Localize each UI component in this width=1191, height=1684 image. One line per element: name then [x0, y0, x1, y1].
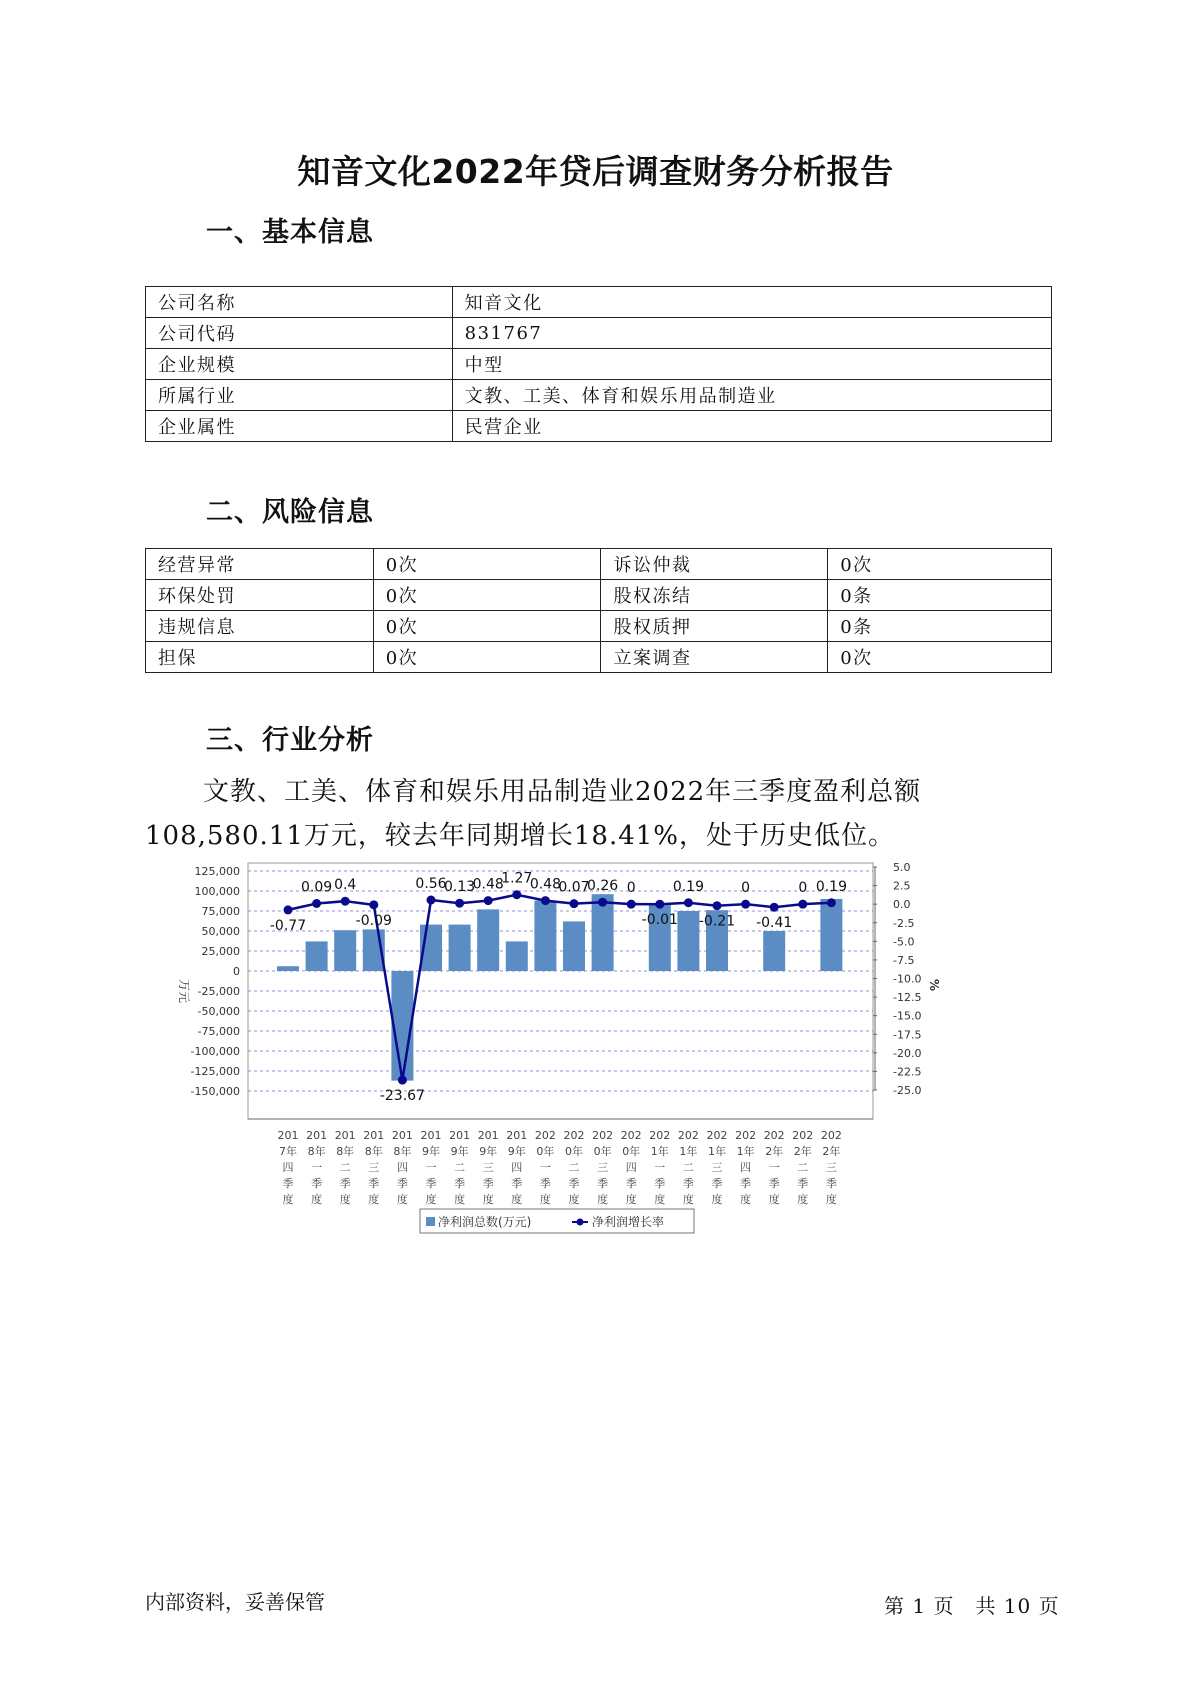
growth-rate-point — [627, 900, 636, 909]
risk-info-row — [146, 642, 1052, 673]
basic-info-value: 文教、工美、体育和娱乐用品制造业 — [452, 380, 1051, 411]
y2-tick-label: -7.5 — [893, 953, 915, 967]
growth-rate-point — [570, 899, 579, 908]
y2-tick-label: -20.0 — [893, 1046, 922, 1060]
y-tick-label: -100,000 — [190, 1045, 240, 1058]
bar — [677, 911, 699, 971]
x-tick-label: 202 0年一季度 — [534, 1129, 556, 1206]
growth-rate-point — [398, 1076, 407, 1085]
x-tick-label: 202 2年二季度 — [792, 1129, 814, 1206]
data-label: 0 — [626, 880, 636, 897]
basic-info-value: 知音文化 — [452, 287, 1051, 318]
y-tick-label: 100,000 — [194, 885, 240, 898]
x-tick-label: 202 2年三季度 — [820, 1129, 842, 1206]
x-tick-label: 201 9年四季度 — [506, 1129, 528, 1206]
data-label: -0.01 — [641, 912, 678, 929]
legend-label-bars: 净利润总数(万元) — [438, 1215, 532, 1229]
growth-rate-point — [512, 890, 521, 899]
growth-rate-point — [427, 896, 436, 905]
basic-info-row — [146, 380, 1052, 411]
basic-info-label: 公司名称 — [146, 287, 453, 318]
data-label: -0.41 — [756, 915, 793, 932]
basic-info-label: 公司代码 — [146, 318, 453, 349]
data-label: -0.09 — [355, 912, 392, 929]
risk-label: 诉讼仲裁 — [601, 549, 828, 580]
data-label: 0.19 — [815, 878, 847, 895]
data-label: 0.19 — [672, 878, 704, 895]
net-profit-chart — [170, 861, 1050, 1360]
x-tick-label: 201 8年四季度 — [391, 1129, 413, 1206]
data-label: 0 — [741, 880, 751, 897]
bar — [820, 899, 842, 971]
y-tick-label: -50,000 — [197, 1005, 240, 1018]
growth-rate-point — [484, 896, 493, 905]
y2-tick-label: -25.0 — [893, 1084, 922, 1097]
risk-value: 0次 — [373, 580, 601, 611]
page-number: 第 1 页 共 10 页 — [884, 1594, 1060, 1618]
risk-value: 0次 — [373, 611, 601, 642]
risk-value: 0次 — [373, 549, 601, 580]
basic-info-value: 831767 — [452, 318, 1051, 349]
growth-rate-point — [541, 896, 550, 905]
x-tick-label: 202 1年一季度 — [649, 1129, 671, 1206]
y2-tick-label: -12.5 — [893, 991, 922, 1005]
growth-rate-point — [369, 900, 378, 909]
growth-rate-point — [455, 899, 464, 908]
bar — [506, 941, 528, 971]
data-label: 0.26 — [587, 878, 619, 895]
y2-tick-label: -15.0 — [893, 1009, 922, 1023]
x-tick-label: 201 9年一季度 — [420, 1129, 442, 1206]
risk-value: 0条 — [828, 580, 1052, 611]
y-tick-label: -150,000 — [190, 1085, 240, 1098]
x-tick-label: 201 8年一季度 — [306, 1129, 328, 1206]
basic-info-label: 企业属性 — [146, 411, 453, 442]
x-tick-label: 202 1年四季度 — [735, 1129, 757, 1206]
risk-info-row — [146, 549, 1052, 580]
data-label: 0.48 — [529, 876, 561, 893]
bar — [534, 901, 556, 971]
y2-tick-label: -5.0 — [893, 935, 915, 949]
growth-rate-point — [655, 900, 664, 909]
x-tick-label: 201 9年三季度 — [477, 1129, 499, 1206]
y-tick-label: -25,000 — [197, 985, 240, 998]
bar — [277, 966, 299, 971]
y-tick-label: 125,000 — [194, 865, 240, 878]
risk-label: 立案调查 — [601, 642, 828, 673]
x-tick-label: 202 1年三季度 — [706, 1129, 728, 1206]
y2-tick-label: -22.5 — [893, 1065, 922, 1079]
growth-rate-point — [684, 898, 693, 907]
x-tick-label: 202 1年二季度 — [677, 1129, 699, 1206]
risk-info-table — [145, 548, 1052, 673]
growth-rate-point — [741, 900, 750, 909]
growth-rate-point — [598, 898, 607, 907]
data-label: 0.4 — [334, 877, 357, 894]
risk-value: 0次 — [828, 642, 1052, 673]
x-tick-label: 202 0年二季度 — [563, 1129, 585, 1206]
basic-info-table — [145, 286, 1052, 442]
basic-info-row — [146, 411, 1052, 442]
y-tick-label: -125,000 — [190, 1065, 240, 1078]
risk-label: 股权质押 — [601, 611, 828, 642]
data-label: -23.67 — [379, 1088, 425, 1105]
risk-info-row — [146, 611, 1052, 642]
y2-tick-label: 2.5 — [893, 879, 911, 893]
growth-rate-point — [770, 903, 779, 912]
risk-label: 环保处罚 — [146, 580, 374, 611]
legend-label-line: 净利润增长率 — [592, 1215, 665, 1229]
data-label: 0.07 — [558, 879, 590, 896]
growth-rate-point — [798, 900, 807, 909]
growth-rate-point — [284, 905, 293, 914]
y2-tick-label: -2.5 — [893, 916, 915, 930]
basic-info-row — [146, 287, 1052, 318]
basic-info-value: 中型 — [452, 349, 1051, 380]
y2-tick-label: 5.0 — [893, 861, 911, 874]
data-label: 0 — [798, 880, 808, 897]
risk-info-row — [146, 580, 1052, 611]
x-tick-label: 201 7年四季度 — [277, 1129, 299, 1206]
x-tick-label: 202 2年一季度 — [763, 1129, 785, 1206]
risk-label: 违规信息 — [146, 611, 374, 642]
x-tick-label: 201 8年二季度 — [334, 1129, 356, 1206]
risk-label: 经营异常 — [146, 549, 374, 580]
y-tick-label: 50,000 — [201, 925, 240, 938]
basic-info-value: 民营企业 — [452, 411, 1051, 442]
basic-info-row — [146, 349, 1052, 380]
legend-swatch-point — [577, 1219, 584, 1226]
x-tick-label: 202 0年四季度 — [620, 1129, 642, 1206]
data-label: -0.21 — [698, 913, 736, 930]
bar — [334, 930, 356, 971]
section-risk-info: 二、风险信息 — [206, 497, 374, 528]
data-label: 0.56 — [415, 876, 447, 893]
y-tick-label: 25,000 — [201, 945, 240, 958]
y-axis-title: 万元 — [177, 979, 191, 1004]
bar — [477, 909, 499, 971]
report-title: 知音文化2022年贷后调查财务分析报告 — [297, 152, 894, 191]
industry-paragraph: 文教、工美、体育和娱乐用品制造业2022年三季度盈利总额108,580.11万元，较去年同期增长18.41%，处于历史低位。 — [145, 777, 922, 851]
growth-rate-point — [312, 899, 321, 908]
risk-label: 股权冻结 — [601, 580, 828, 611]
footer-confidential: 内部资料，妥善保管 — [145, 1590, 325, 1614]
bar — [563, 921, 585, 971]
risk-value: 0次 — [373, 642, 601, 673]
basic-info-label: 企业规模 — [146, 349, 453, 380]
growth-rate-point — [713, 901, 722, 910]
risk-value: 0条 — [828, 611, 1052, 642]
y-tick-label: -75,000 — [197, 1025, 240, 1038]
y2-tick-label: 0.0 — [893, 898, 911, 912]
growth-rate-point — [341, 897, 350, 906]
risk-value: 0次 — [828, 549, 1052, 580]
risk-label: 担保 — [146, 642, 374, 673]
bar — [449, 925, 471, 971]
legend-swatch-bars — [426, 1217, 435, 1226]
y-tick-label: 0 — [233, 965, 240, 978]
y2-axis-title: % — [927, 979, 941, 992]
data-label: 0.13 — [444, 879, 476, 896]
x-tick-label: 202 0年三季度 — [592, 1129, 614, 1206]
growth-rate-point — [827, 898, 836, 907]
basic-info-label: 所属行业 — [146, 380, 453, 411]
y2-tick-label: -17.5 — [893, 1028, 922, 1042]
data-label: 0.48 — [472, 876, 504, 893]
data-label: 1.27 — [501, 870, 533, 887]
data-label: -0.77 — [269, 917, 307, 934]
section-industry-analysis: 三、行业分析 — [206, 725, 374, 756]
y2-tick-label: -10.0 — [893, 972, 922, 986]
y-tick-label: 75,000 — [201, 905, 240, 918]
bar — [763, 931, 785, 971]
section-basic-info: 一、基本信息 — [206, 217, 374, 248]
data-label: 0.09 — [301, 879, 333, 896]
basic-info-row — [146, 318, 1052, 349]
x-tick-label: 201 9年二季度 — [449, 1129, 471, 1206]
bar — [306, 941, 328, 971]
x-tick-label: 201 8年三季度 — [363, 1129, 385, 1206]
